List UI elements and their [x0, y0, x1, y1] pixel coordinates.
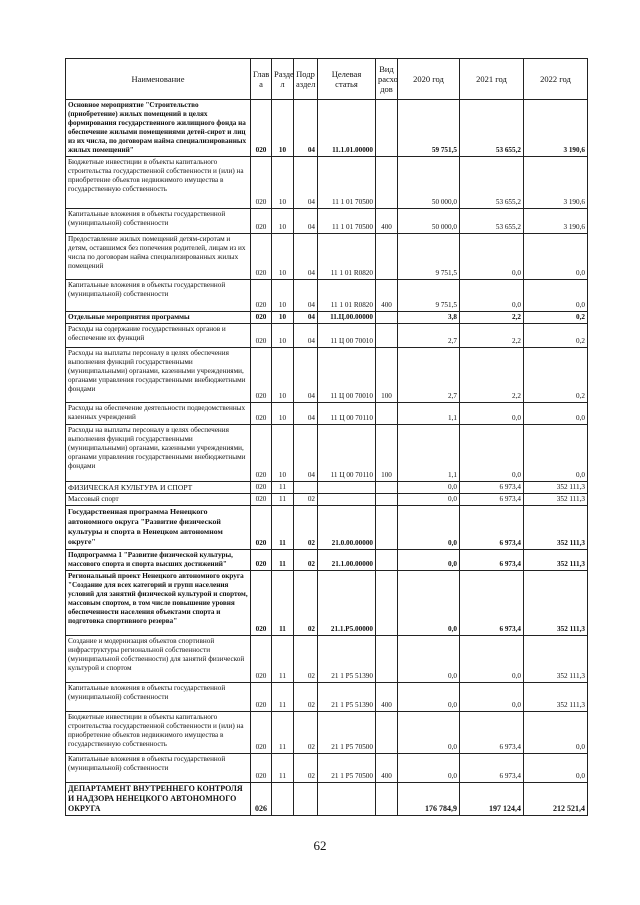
header-2020: 2020 год — [398, 59, 460, 100]
row-name: ФИЗИЧЕСКАЯ КУЛЬТУРА И СПОРТ — [66, 482, 251, 494]
row-target: 11 Ц 00 70010 — [318, 324, 376, 348]
row-target — [318, 482, 376, 494]
row-expense-type — [376, 100, 398, 157]
row-2022: 0,0 — [524, 754, 588, 783]
row-chapter: 020 — [251, 712, 272, 754]
budget-table — [65, 58, 588, 816]
row-subsection: 02 — [294, 754, 318, 783]
table-row — [66, 494, 588, 506]
row-name: Расходы на выплаты персоналу в целях обеспечения выполнения функций государственными (муниципальными) органами, казенными учреждениями, органами управления государственными внебюджетными фондами — [66, 348, 251, 403]
row-subsection: 04 — [294, 403, 318, 425]
row-section: 10 — [272, 312, 294, 324]
table-row — [66, 312, 588, 324]
row-2020: 2,7 — [398, 348, 460, 403]
row-2022: 352 111,3 — [524, 482, 588, 494]
row-subsection — [294, 783, 318, 816]
row-section: 11 — [272, 494, 294, 506]
row-expense-type: 100 — [376, 425, 398, 482]
table-row — [66, 754, 588, 783]
row-expense-type — [376, 494, 398, 506]
row-section: 11 — [272, 636, 294, 683]
row-expense-type — [376, 571, 398, 636]
table-row — [66, 550, 588, 571]
row-2022: 352 111,3 — [524, 571, 588, 636]
row-2021: 53 655,2 — [460, 209, 524, 234]
row-2020: 0,0 — [398, 683, 460, 712]
row-expense-type: 400 — [376, 209, 398, 234]
row-target: 21 1 P5 70500 — [318, 712, 376, 754]
row-target: 11 Ц 00 70010 — [318, 348, 376, 403]
row-chapter: 026 — [251, 783, 272, 816]
row-expense-type — [376, 324, 398, 348]
table-row — [66, 683, 588, 712]
row-2022: 0,0 — [524, 403, 588, 425]
row-2022: 352 111,3 — [524, 636, 588, 683]
row-chapter: 020 — [251, 550, 272, 571]
row-2020: 0,0 — [398, 482, 460, 494]
row-2022: 0,2 — [524, 324, 588, 348]
row-name: Расходы на обеспечение деятельности подведомственных казенных учреждений — [66, 403, 251, 425]
row-expense-type — [376, 403, 398, 425]
row-subsection: 02 — [294, 571, 318, 636]
row-target: 11 1 01 70500 — [318, 157, 376, 209]
row-section: 10 — [272, 234, 294, 280]
row-2021: 6 973,4 — [460, 712, 524, 754]
row-2022: 0,0 — [524, 712, 588, 754]
row-2022: 0,2 — [524, 312, 588, 324]
row-section: 10 — [272, 209, 294, 234]
row-target: 11 Ц 00 70110 — [318, 403, 376, 425]
row-name: Капитальные вложения в объекты государственной (муниципальной) собственности — [66, 683, 251, 712]
row-section: 10 — [272, 425, 294, 482]
row-chapter: 020 — [251, 754, 272, 783]
header-subsection: Подр аздел — [294, 59, 318, 100]
row-target: 11 1 01 R0820 — [318, 234, 376, 280]
row-2021: 2,2 — [460, 324, 524, 348]
row-subsection: 04 — [294, 324, 318, 348]
table-row — [66, 425, 588, 482]
row-chapter: 020 — [251, 571, 272, 636]
row-subsection: 04 — [294, 348, 318, 403]
row-chapter: 020 — [251, 280, 272, 312]
row-2021: 0,0 — [460, 636, 524, 683]
row-name: Бюджетные инвестиции в объекты капитального строительства государственной собственности и (или) на приобретение объектов недвижимого имущества в государственную собственность — [66, 712, 251, 754]
row-2021: 2,2 — [460, 348, 524, 403]
row-section: 10 — [272, 157, 294, 209]
row-2020: 0,0 — [398, 571, 460, 636]
row-chapter: 020 — [251, 425, 272, 482]
row-subsection: 02 — [294, 550, 318, 571]
row-2020: 0,0 — [398, 636, 460, 683]
row-subsection: 04 — [294, 209, 318, 234]
table-row — [66, 348, 588, 403]
row-expense-type — [376, 712, 398, 754]
row-chapter: 020 — [251, 636, 272, 683]
row-chapter: 020 — [251, 403, 272, 425]
table-row — [66, 636, 588, 683]
row-name: Государственная программа Ненецкого автономного округа "Развитие физической культуры и спорта в Ненецком автономном округе" — [66, 506, 251, 550]
row-name: Подпрограмма 1 "Развитие физической культуры, массового спорта и спорта высших достижений" — [66, 550, 251, 571]
row-subsection: 04 — [294, 157, 318, 209]
row-section: 10 — [272, 100, 294, 157]
header-2021: 2021 год — [460, 59, 524, 100]
row-2020: 0,0 — [398, 754, 460, 783]
page-number: 62 — [313, 838, 327, 853]
row-2022: 3 190,6 — [524, 209, 588, 234]
header-2022: 2022 год — [524, 59, 588, 100]
row-name: Региональный проект Ненецкого автономного округа "Создание для всех категорий и групп населения условий для занятий физической культурой и спортом, массовым спортом, в том числе повышение уровня обеспеченности населения объектами спорта и подготовка спортивного резерва" — [66, 571, 251, 636]
row-2021: 6 973,4 — [460, 506, 524, 550]
row-name: Бюджетные инвестиции в объекты капитального строительства государственной собственности и (или) на приобретение объектов недвижимого имущества в государственную собственность — [66, 157, 251, 209]
row-section: 11 — [272, 683, 294, 712]
row-2021: 197 124,4 — [460, 783, 524, 816]
row-name: Капитальные вложения в объекты государственной (муниципальной) собственности — [66, 209, 251, 234]
row-target: 21.1.00.00000 — [318, 550, 376, 571]
row-2021: 6 973,4 — [460, 494, 524, 506]
row-subsection — [294, 482, 318, 494]
row-2022: 0,0 — [524, 234, 588, 280]
row-subsection: 04 — [294, 312, 318, 324]
row-chapter: 020 — [251, 348, 272, 403]
row-name: Создание и модернизация объектов спортивной инфраструктуры региональной собственности (муниципальной собственности) для занятий физической культурой и спортом — [66, 636, 251, 683]
row-target: 21.0.00.00000 — [318, 506, 376, 550]
row-target: 21 1 P5 70500 — [318, 754, 376, 783]
table-row — [66, 324, 588, 348]
table-row — [66, 712, 588, 754]
row-subsection: 02 — [294, 683, 318, 712]
header-chapter: Глав а — [251, 59, 272, 100]
row-section: 11 — [272, 571, 294, 636]
row-chapter: 020 — [251, 234, 272, 280]
row-2021: 6 973,4 — [460, 482, 524, 494]
row-expense-type — [376, 312, 398, 324]
row-subsection: 04 — [294, 280, 318, 312]
row-2022: 352 111,3 — [524, 550, 588, 571]
row-expense-type: 400 — [376, 754, 398, 783]
row-2022: 3 190,6 — [524, 157, 588, 209]
row-2020: 9 751,5 — [398, 280, 460, 312]
row-2021: 53 655,2 — [460, 100, 524, 157]
header-target: Целевая статья — [318, 59, 376, 100]
table-row — [66, 506, 588, 550]
row-section: 10 — [272, 348, 294, 403]
table-header-row — [66, 59, 588, 100]
table-row — [66, 783, 588, 816]
row-name: Массовый спорт — [66, 494, 251, 506]
row-name: Капитальные вложения в объекты государственной (муниципальной) собственности — [66, 754, 251, 783]
row-2022: 352 111,3 — [524, 683, 588, 712]
table-row — [66, 209, 588, 234]
header-expense-type: Вид расхо дов — [376, 59, 398, 100]
row-chapter: 020 — [251, 209, 272, 234]
row-subsection: 02 — [294, 636, 318, 683]
row-chapter: 020 — [251, 494, 272, 506]
row-name: Основное мероприятие "Строительство (приобретение) жилых помещений в целях формирования государственного жилищного фонда на обеспечение жилыми помещениями детей-сирот и лиц из их числа, по договорам найма специализированных жилых помещений" — [66, 100, 251, 157]
row-subsection: 02 — [294, 506, 318, 550]
row-expense-type — [376, 234, 398, 280]
row-section — [272, 783, 294, 816]
row-subsection: 04 — [294, 425, 318, 482]
row-2020: 9 751,5 — [398, 234, 460, 280]
row-name: Отдельные мероприятия программы — [66, 312, 251, 324]
row-chapter: 020 — [251, 506, 272, 550]
table-row — [66, 482, 588, 494]
row-2022: 0,0 — [524, 280, 588, 312]
row-section: 10 — [272, 403, 294, 425]
row-2020: 0,0 — [398, 494, 460, 506]
row-chapter: 020 — [251, 482, 272, 494]
row-expense-type — [376, 636, 398, 683]
table-row — [66, 234, 588, 280]
row-expense-type — [376, 482, 398, 494]
row-2021: 53 655,2 — [460, 157, 524, 209]
row-name: Капитальные вложения в объекты государственной (муниципальной) собственности — [66, 280, 251, 312]
row-2021: 2,2 — [460, 312, 524, 324]
row-section: 10 — [272, 280, 294, 312]
row-2021: 0,0 — [460, 425, 524, 482]
row-target: 21 1 P5 51390 — [318, 683, 376, 712]
table-row — [66, 571, 588, 636]
row-target: 11 Ц 00 70110 — [318, 425, 376, 482]
row-name: Предоставление жилых помещений детям-сиротам и детям, оставшимся без попечения родителей, лицам из их числа по договорам найма специализированных жилых помещений — [66, 234, 251, 280]
row-target: 11.1.01.00000 — [318, 100, 376, 157]
row-target — [318, 783, 376, 816]
row-section: 11 — [272, 506, 294, 550]
row-section: 11 — [272, 482, 294, 494]
row-target: 11.Ц.00.00000 — [318, 312, 376, 324]
row-expense-type: 100 — [376, 348, 398, 403]
row-2021: 6 973,4 — [460, 550, 524, 571]
header-name: Наименование — [66, 59, 251, 100]
row-2021: 0,0 — [460, 403, 524, 425]
table-row — [66, 280, 588, 312]
header-section: Разде л — [272, 59, 294, 100]
table-row — [66, 100, 588, 157]
row-2020: 176 784,9 — [398, 783, 460, 816]
row-chapter: 020 — [251, 100, 272, 157]
row-target: 21.1.P5.00000 — [318, 571, 376, 636]
row-2021: 0,0 — [460, 280, 524, 312]
row-expense-type — [376, 783, 398, 816]
row-target: 11 1 01 70500 — [318, 209, 376, 234]
row-2020: 0,0 — [398, 550, 460, 571]
row-expense-type: 400 — [376, 683, 398, 712]
row-2022: 3 190,6 — [524, 100, 588, 157]
row-section: 11 — [272, 550, 294, 571]
row-section: 11 — [272, 712, 294, 754]
row-section: 10 — [272, 324, 294, 348]
row-2022: 0,0 — [524, 425, 588, 482]
row-subsection: 02 — [294, 494, 318, 506]
row-expense-type — [376, 550, 398, 571]
row-chapter: 020 — [251, 683, 272, 712]
row-2021: 6 973,4 — [460, 571, 524, 636]
table-row — [66, 403, 588, 425]
row-chapter: 020 — [251, 312, 272, 324]
row-2021: 6 973,4 — [460, 754, 524, 783]
row-2020: 50 000,0 — [398, 209, 460, 234]
row-name: Расходы на выплаты персоналу в целях обеспечения выполнения функций государственными (муниципальными) органами, казенными учреждениями, органами управления государственными внебюджетными фондами — [66, 425, 251, 482]
row-target — [318, 494, 376, 506]
row-2022: 212 521,4 — [524, 783, 588, 816]
row-2020: 0,0 — [398, 506, 460, 550]
row-2020: 50 000,0 — [398, 157, 460, 209]
row-2022: 0,2 — [524, 348, 588, 403]
row-2022: 352 111,3 — [524, 506, 588, 550]
row-subsection: 02 — [294, 712, 318, 754]
row-2020: 3,8 — [398, 312, 460, 324]
row-target: 21 1 P5 51390 — [318, 636, 376, 683]
row-2020: 59 751,5 — [398, 100, 460, 157]
row-2020: 0,0 — [398, 712, 460, 754]
row-name: Расходы на содержание государственных органов и обеспечение их функций — [66, 324, 251, 348]
table-row — [66, 157, 588, 209]
row-expense-type — [376, 506, 398, 550]
row-2020: 2,7 — [398, 324, 460, 348]
row-2020: 1,1 — [398, 425, 460, 482]
row-expense-type: 400 — [376, 280, 398, 312]
row-name: ДЕПАРТАМЕНТ ВНУТРЕННЕГО КОНТРОЛЯ И НАДЗОРА НЕНЕЦКОГО АВТОНОМНОГО ОКРУГА — [66, 783, 251, 816]
row-2020: 1,1 — [398, 403, 460, 425]
row-expense-type — [376, 157, 398, 209]
row-chapter: 020 — [251, 157, 272, 209]
row-section: 11 — [272, 754, 294, 783]
row-subsection: 04 — [294, 100, 318, 157]
row-target: 11 1 01 R0820 — [318, 280, 376, 312]
row-2021: 0,0 — [460, 683, 524, 712]
row-2022: 352 111,3 — [524, 494, 588, 506]
row-2021: 0,0 — [460, 234, 524, 280]
row-subsection: 04 — [294, 234, 318, 280]
row-chapter: 020 — [251, 324, 272, 348]
